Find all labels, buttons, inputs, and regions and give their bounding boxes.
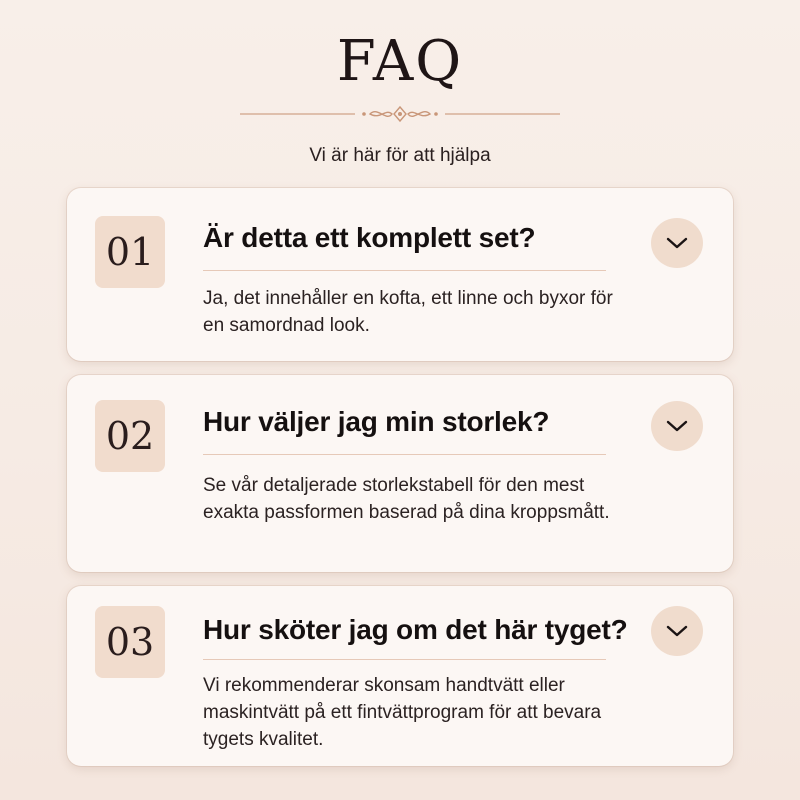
faq-card-2 (67, 375, 733, 572)
chevron-down-icon (665, 236, 689, 250)
faq-question[interactable]: Är detta ett komplett set? (203, 222, 536, 253)
faq-answer: Se vår detaljerade storlekstabell för den mest exakta passformen baserad på dina kroppsmått. (203, 475, 610, 523)
faq-toggle-button[interactable] (651, 401, 703, 451)
faq-divider (203, 270, 606, 271)
faq-card-1 (67, 188, 733, 361)
faq-header (0, 0, 800, 180)
faq-question[interactable]: Hur väljer jag min storlek? (203, 406, 550, 437)
chevron-down-icon (665, 419, 689, 433)
faq-toggle-button[interactable] (651, 218, 703, 268)
faq-divider (203, 454, 606, 455)
faq-question[interactable]: Hur sköter jag om det här tyget? (203, 614, 628, 645)
faq-answer: Ja, det innehåller en kofta, ett linne och byxor för en samordnad look. (203, 288, 613, 336)
faq-number-badge: 01 (95, 216, 165, 288)
faq-answer: Vi rekommenderar skonsam handtvätt eller maskintvätt på ett fintvättprogram för att bevara tygets kvalitet. (203, 675, 602, 750)
faq-card-3 (67, 586, 733, 766)
page-title: FAQ (336, 29, 464, 94)
faq-number-badge: 02 (95, 400, 165, 472)
page-subtitle: Vi är här för att hjälpa (309, 145, 491, 166)
ornament-divider (240, 102, 560, 126)
chevron-down-icon (665, 624, 689, 638)
faq-divider (203, 659, 606, 660)
faq-toggle-button[interactable] (651, 606, 703, 656)
faq-number-badge: 03 (95, 606, 165, 678)
